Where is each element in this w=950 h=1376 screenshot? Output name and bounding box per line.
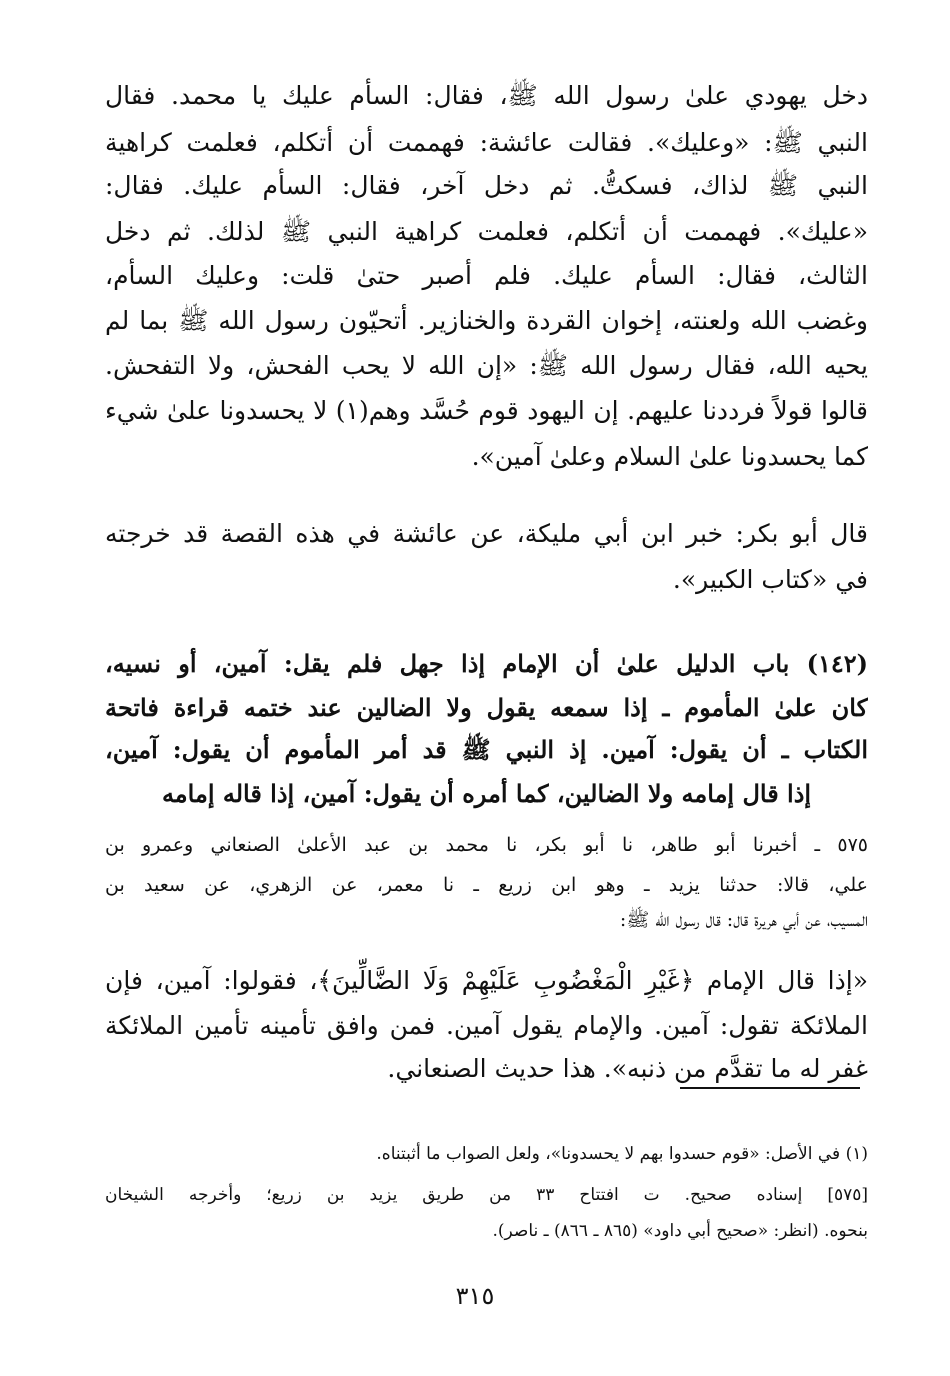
chain-line: المسيب، عن أبي هريرة قال: قال رسول الله ﷺ: xyxy=(619,909,868,931)
footnote-line: (١) في الأصل: «قوم حسدوا بهم لا يحسدونا»، ولعل الصواب ما أثبتناه. xyxy=(376,1144,868,1164)
heading-line: كان علىٰ المأموم ـ إذا سمعه يقول ولا الضالين عند ختمه قراءة فاتحة xyxy=(105,693,868,722)
heading-line: الكتاب ـ أن يقول: آمين. إذ النبي ﷺ قد أمر المأموم أن يقول: آمين، xyxy=(105,735,868,764)
text-line: الثالث، فقال: السأم عليك. فلم أصبر حتىٰ قلت: وعليك السأم، xyxy=(105,261,868,290)
footnote-line: [٥٧٥] إسناده صحيح. ت افتتاح ٣٣ من طريق يزيد بن زريع؛ وأخرجه الشيخان xyxy=(105,1185,868,1205)
chain-line: ٥٧٥ ـ أخبرنا أبو طاهر، نا أبو بكر، نا محمد بن عبد الأعلىٰ الصنعاني وعمرو بن xyxy=(105,834,868,856)
text-line: النبي ﷺ لذاك، فسكتُّ. ثم دخل آخر، فقال: السأم عليك. فقال: xyxy=(105,171,868,200)
heading-line: (١٤٢) باب الدليل علىٰ أن الإمام إذا جهل فلم يقل: آمين، أو نسيه، xyxy=(105,649,868,678)
text-line: كما يحسدونا علىٰ السلام وعلىٰ آمين». xyxy=(471,442,868,471)
text-line: الملائكة تقول: آمين. والإمام يقول آمين. فمن وافق تأمينه تأمين الملائكة xyxy=(105,1011,868,1040)
text-line: دخل يهودي علىٰ رسول الله ﷺ، فقال: السأم عليك يا محمد. فقال xyxy=(105,81,868,110)
text-line: «إذا قال الإمام ﴿غَيْرِ الْمَغْضُوبِ عَلَيْهِمْ وَلَا الضَّالِّينَ﴾، فقولوا: آمين، فإن xyxy=(105,966,868,995)
text-line: غفر له ما تقدَّم من ذنبه». هذا حديث الصنعاني. xyxy=(387,1054,868,1083)
text-line: يحيه الله، فقال رسول الله ﷺ: «إن الله لا يحب الفحش، ولا التفحش. xyxy=(105,351,868,380)
chain-line: علي، قالا: حدثنا يزيد ـ وهو ابن زريع ـ نا معمر، عن الزهري، عن سعيد بن xyxy=(105,874,868,896)
text-line: قالوا قولاً فرددنا عليهم. إن اليهود قوم حُسَّد وهم(١) لا يحسدونا علىٰ شيء xyxy=(105,396,868,425)
text-line: قال أبو بكر: خبر ابن أبي مليكة، عن عائشة في هذه القصة قد خرجته xyxy=(105,519,868,548)
text-line: في «كتاب الكبير». xyxy=(672,565,868,594)
text-line: «عليك». فهممت أن أتكلم، فعلمت كراهية النبي ﷺ لذلك. ثم دخل xyxy=(105,217,868,246)
footnote-divider xyxy=(680,1087,860,1089)
heading-line: إذا قال إمامه ولا الضالين، كما أمره أن يقول: آمين، إذا قاله إمامه xyxy=(161,779,812,808)
text-line: وغضب الله ولعنته، إخوان القردة والخنازير. أتحيّون رسول الله ﷺ بما لم xyxy=(105,306,868,335)
footnote-line: بنحوه. (انظر: «صحيح أبي داود» (٨٦٥ ـ ٨٦٦) ـ ناصر). xyxy=(492,1221,868,1241)
text-line: النبي ﷺ: «وعليك». فقالت عائشة: فهممت أن أتكلم، فعلمت كراهية xyxy=(105,128,868,157)
page-number: ٣١٥ xyxy=(455,1282,495,1310)
